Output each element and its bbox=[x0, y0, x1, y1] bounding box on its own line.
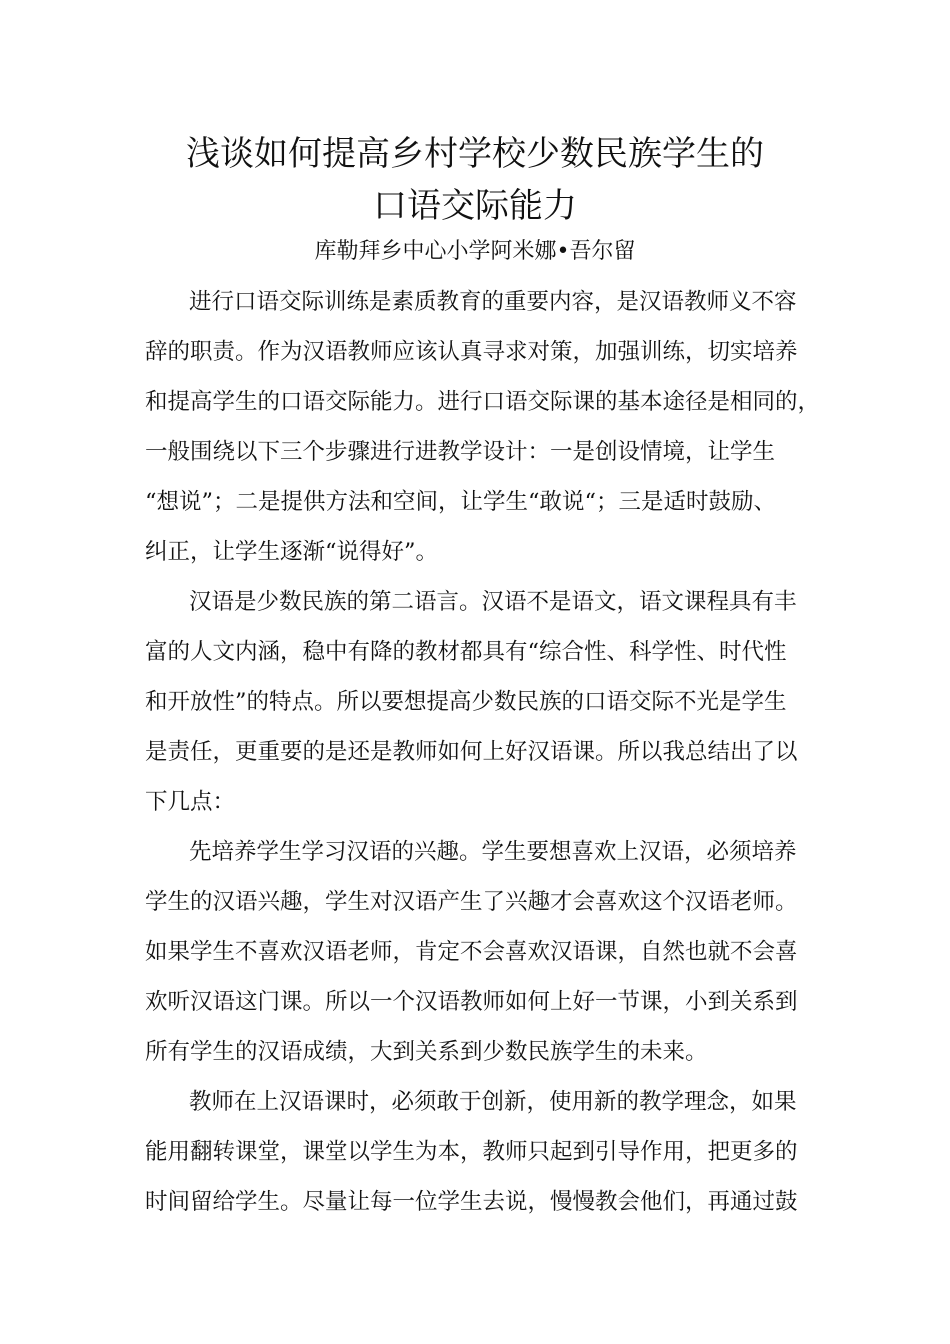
paragraph-2-line-2: 富的人文内涵，稳中有降的教材都具有“综合性、科学性、时代性 bbox=[145, 639, 787, 665]
document-title-line-2: 口语交际能力 bbox=[373, 186, 577, 226]
paragraph-3-line-3: 如果学生不喜欢汉语老师，肯定不会喜欢汉语课，自然也就不会喜 bbox=[145, 939, 798, 965]
paragraph-1-line-5: “想说”；二是提供方法和空间，让学生“敢说“；三是适时鼓励、 bbox=[145, 489, 777, 515]
paragraph-4-line-1: 教师在上汉语课时，必须敢于创新，使用新的教学理念，如果 bbox=[189, 1089, 797, 1115]
paragraph-1-line-1: 进行口语交际训练是素质教育的重要内容，是汉语教师义不容 bbox=[189, 289, 797, 315]
paragraph-2-line-3: 和开放性”的特点。所以要想提高少数民族的口语交际不光是学生 bbox=[145, 689, 787, 715]
paragraph-2-line-5: 下几点： bbox=[145, 789, 236, 815]
paragraph-4-line-2: 能用翻转课堂，课堂以学生为本，教师只起到引导作用，把更多的 bbox=[145, 1139, 798, 1165]
paragraph-3-line-1: 先培养学生学习汉语的兴趣。学生要想喜欢上汉语，必须培养 bbox=[189, 839, 797, 865]
paragraph-3-line-2: 学生的汉语兴趣，学生对汉语产生了兴趣才会喜欢这个汉语老师。 bbox=[145, 889, 798, 915]
paragraph-1-line-2: 辞的职责。作为汉语教师应该认真寻求对策，加强训练，切实培养 bbox=[145, 339, 798, 365]
paragraph-2-line-4: 是责任，更重要的是还是教师如何上好汉语课。所以我总结出了以 bbox=[145, 739, 798, 765]
paragraph-1-line-4: 一般围绕以下三个步骤进行进教学设计：一是创设情境，让学生 bbox=[145, 439, 776, 465]
paragraph-3-line-5: 所有学生的汉语成绩，大到关系到少数民族学生的未来。 bbox=[145, 1039, 708, 1065]
document-title-line-1: 浅谈如何提高乡村学校少数民族学生的 bbox=[186, 134, 764, 174]
paragraph-1-line-6: 纠正，让学生逐渐“说得好”。 bbox=[145, 539, 439, 565]
paragraph-2-line-1: 汉语是少数民族的第二语言。汉语不是语文，语文课程具有丰 bbox=[189, 589, 797, 615]
author-line: 库勒拜乡中心小学阿米娜•吾尔留 bbox=[314, 239, 636, 264]
paragraph-1-line-3: 和提高学生的口语交际能力。进行口语交际课的基本途径是相同的， bbox=[145, 389, 821, 415]
paragraph-3-line-4: 欢听汉语这门课。所以一个汉语教师如何上好一节课，小到关系到 bbox=[145, 989, 798, 1015]
paragraph-4-line-3: 时间留给学生。尽量让每一位学生去说，慢慢教会他们，再通过鼓 bbox=[145, 1189, 798, 1215]
